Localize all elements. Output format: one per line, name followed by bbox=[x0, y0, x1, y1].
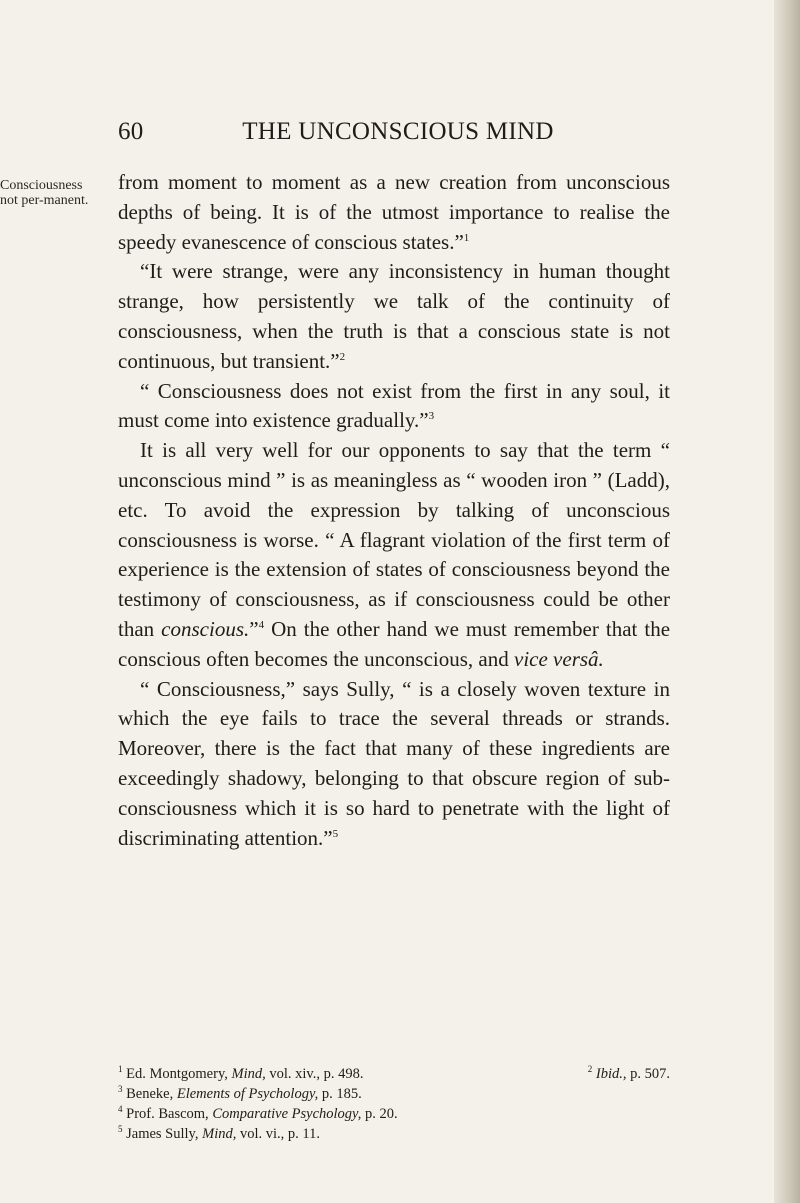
footnote-4-author: Prof. Bascom, bbox=[126, 1106, 209, 1122]
footnote-1 bbox=[118, 1064, 364, 1084]
page-edge-shadow bbox=[774, 0, 800, 1203]
paragraph-1-text: from moment to moment as a new creation from unconscious depths of being. It is of the utmost importance to realise the speedy evanescence of conscious states.” bbox=[118, 170, 670, 254]
footnote-5-location: vol. vi., p. 11. bbox=[239, 1126, 321, 1142]
footnote-2-work: Ibid., bbox=[595, 1066, 627, 1082]
footnote-2-number: 2 bbox=[587, 1064, 593, 1075]
paragraph-5 bbox=[118, 675, 670, 854]
footnote-row-1 bbox=[118, 1064, 670, 1084]
paragraph-4-text: It is all very well for our opponents to say that the term “ unconscious mind ” is as meaningless as “ wooden iron ” (Ladd), etc. To avoid the expression by talking of unconscious consciousness is worse. “ A flagrant violation of the first term of experience is the extension of states of consciousness beyond the testimony of consciousness, as if consciousness could be other than bbox=[118, 438, 670, 641]
footnote-5-number: 5 bbox=[118, 1124, 123, 1135]
footnotes bbox=[118, 1064, 670, 1144]
paragraph-4 bbox=[118, 436, 670, 674]
footnote-5-work: Mind, bbox=[202, 1126, 237, 1142]
paragraph-2-text: “It were strange, were any inconsistency in human thought strange, how persistently we talk of the continuity of consciousness, when the truth is that a conscious state is not continuous, but transient.” bbox=[118, 259, 670, 373]
margin-note: Consciousness not per-manent. bbox=[0, 178, 89, 208]
paragraph-5-text: “ Consciousness,” says Sully, “ is a closely woven texture in which the eye fails to trace the several threads or strands. Moreover, there is the fact that many of these ingredients are exceedingly shadowy, belonging to that obscure region of sub-consciousness which it is so hard to penetrate with the light of discriminating attention.” bbox=[118, 676, 670, 850]
footnote-1-author: Ed. Montgomery, bbox=[126, 1066, 228, 1082]
footnote-4 bbox=[118, 1104, 670, 1124]
footnote-1-work: Mind, bbox=[231, 1066, 266, 1082]
paragraph-4-close-quote: ” bbox=[249, 616, 259, 641]
paragraph-3-text: “ Consciousness does not exist from the first in any soul, it must come into existence gradually.” bbox=[118, 378, 670, 433]
footnote-4-work: Comparative Psychology, bbox=[212, 1106, 362, 1122]
body-text bbox=[0, 168, 671, 853]
footnote-ref-3: 3 bbox=[428, 410, 435, 423]
footnote-2 bbox=[588, 1064, 670, 1084]
footnote-1-number: 1 bbox=[118, 1064, 123, 1075]
footnote-3-work: Elements of Psychology, bbox=[176, 1086, 319, 1102]
footnote-4-number: 4 bbox=[118, 1104, 123, 1115]
footnote-ref-2: 2 bbox=[339, 350, 346, 363]
footnote-ref-5: 5 bbox=[332, 827, 339, 840]
footnote-5-author: James Sully, bbox=[126, 1126, 199, 1142]
page-number: 60 bbox=[118, 118, 144, 145]
footnote-2-location: p. 507. bbox=[630, 1066, 670, 1082]
paragraph-4-text-cont: On the other hand we must remember that the conscious often becomes the unconscious, and bbox=[118, 616, 671, 671]
paragraph-4-italic: conscious. bbox=[161, 616, 250, 641]
footnote-ref-1: 1 bbox=[463, 231, 470, 244]
footnote-3-location: p. 185. bbox=[321, 1086, 362, 1102]
running-title: THE UNCONSCIOUS MIND bbox=[242, 118, 554, 145]
footnote-4-location: p. 20. bbox=[364, 1106, 398, 1122]
paragraph-3 bbox=[118, 377, 670, 437]
footnote-3-author: Beneke, bbox=[126, 1086, 174, 1102]
footnote-3-number: 3 bbox=[118, 1084, 123, 1095]
paragraph-1 bbox=[0, 168, 670, 257]
footnote-3 bbox=[118, 1084, 670, 1104]
footnote-5 bbox=[118, 1124, 670, 1144]
footnote-1-location: vol. xiv., p. 498. bbox=[269, 1066, 364, 1082]
paragraph-4-italic-end: vice versâ. bbox=[514, 646, 604, 671]
footnote-ref-4: 4 bbox=[258, 618, 265, 631]
paragraph-2 bbox=[118, 257, 670, 376]
